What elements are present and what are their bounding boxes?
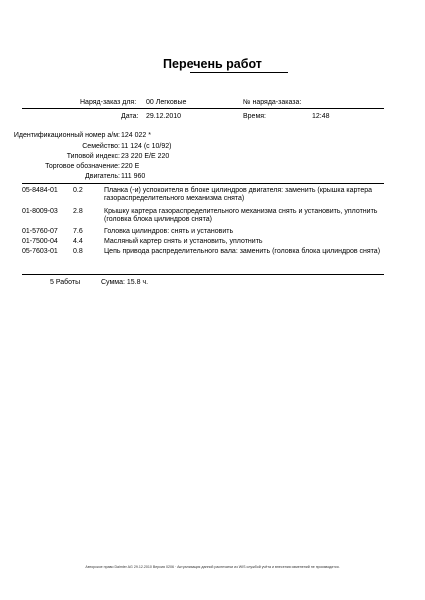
work-hours: 0.8: [73, 248, 83, 255]
work-description: Цепь привода распределительного вала: заменить (головка блока цилиндров снята): [104, 248, 381, 255]
type-index-label: Типовой индекс:: [66, 153, 120, 160]
work-hours: 4.4: [73, 238, 83, 245]
work-hours: 2.8: [73, 208, 83, 215]
order-number-label: № наряда-заказа:: [243, 99, 302, 106]
trade-name-label: Торговое обозначение:: [45, 163, 120, 170]
vin-value: 124 022 *: [121, 132, 151, 139]
works-bottom-rule: [22, 274, 384, 275]
work-description: Масляный картер снять и установить, уплотнить: [104, 238, 263, 245]
order-label: Наряд-заказ для:: [80, 99, 137, 106]
family-label: Семейство:: [82, 143, 120, 150]
trade-name-value: 220 E: [121, 163, 140, 170]
family-value: 11 124 (с 10/92): [121, 143, 172, 150]
header-rule: [22, 108, 384, 109]
page-title: Перечень работ: [163, 57, 262, 71]
work-description: Крышку картера газораспределительного механизма снять и установить, уплотнить (головка блока цилиндров снята): [104, 208, 378, 223]
vin-label: Идентификационный номер а/м:: [13, 132, 120, 139]
works-count: 5 Работы: [50, 279, 81, 286]
type-index-value: 23 220 E/E 220: [121, 153, 170, 160]
title-underline: [190, 72, 288, 73]
engine-label: Двигатель:: [85, 173, 120, 180]
time-value: 12:48: [312, 113, 330, 120]
work-code: 05-7603-01: [22, 248, 58, 255]
engine-value: 111 960: [121, 173, 146, 180]
work-description: Планка (-и) успокоителя в блоке цилиндров двигателя: заменить (крышка картера газораспределительного механизма снята): [104, 187, 373, 202]
work-code: 01-7500-04: [22, 238, 58, 245]
work-code: 01-8009-03: [22, 208, 58, 215]
work-description: Головка цилиндров: снять и установить: [104, 228, 234, 235]
work-hours: 0.2: [73, 187, 83, 194]
work-code: 01-5760-07: [22, 228, 58, 235]
time-label: Время:: [243, 113, 267, 120]
work-code: 05-8484-01: [22, 187, 58, 194]
copyright-footer: Авторское право Daimler AG 29.12.2010 Версия 0206 · Актуализация данной распечатки из WIS службой учёта и внесения изменений не производится.: [85, 565, 340, 569]
order-value: 00 Легковые: [146, 99, 187, 106]
works-top-rule: [22, 183, 384, 184]
date-label: Дата:: [121, 113, 139, 120]
work-hours: 7.6: [73, 228, 83, 235]
total-hours: Сумма: 15.8 ч.: [101, 279, 149, 286]
date-value: 29.12.2010: [146, 113, 182, 120]
